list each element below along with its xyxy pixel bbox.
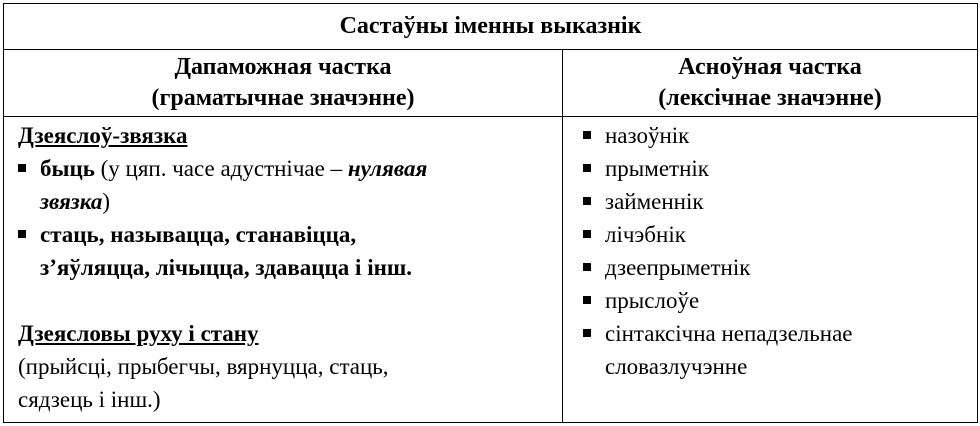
part-of-speech-noun: назоўнік (605, 123, 690, 148)
list-item (583, 251, 967, 284)
list-item (583, 218, 967, 251)
motion-state-verbs-title: Дзеясловы руху і стану (18, 321, 259, 346)
part-of-speech-pronoun: займеннік (605, 189, 704, 214)
parts-of-speech-list (583, 119, 967, 383)
auxiliary-part-cell (4, 117, 563, 423)
main-part-cell (563, 117, 978, 423)
list-item (583, 152, 967, 185)
square-bullet-icon (18, 164, 26, 172)
table-title: Састаўны іменны выказнік (4, 4, 978, 50)
part-of-speech-adjective: прыметнік (605, 156, 709, 181)
square-bullet-icon (583, 329, 591, 337)
auxiliary-part-header (4, 50, 563, 117)
verbs-line1: стаць, называцца, станавіцца, (40, 222, 357, 247)
list-item (583, 317, 967, 383)
auxiliary-part-header-line1: Дапаможная частка (174, 54, 392, 80)
null-copula-term-part1: нулявая (347, 156, 428, 181)
item-note-close: ) (102, 189, 111, 214)
list-item (18, 218, 552, 284)
syntactic-phrase-line1: сінтаксічна непадзельнае (605, 321, 853, 346)
syntactic-phrase-line2: словазлучэнне (605, 354, 748, 379)
motion-state-verbs-examples-line1: (прыйсці, прыбегчы, вярнуцца, стаць, (18, 354, 389, 379)
grammar-table (3, 3, 978, 423)
item-note: (у цяп. часе адустнічае – (94, 156, 348, 181)
main-part-header (563, 50, 978, 117)
main-part-header-line1: Асноўная частка (678, 54, 862, 80)
part-of-speech-participle: дзеепрыметнік (605, 255, 751, 280)
null-copula-term-part2: звязка (40, 189, 103, 214)
list-item (583, 284, 967, 317)
square-bullet-icon (583, 230, 591, 238)
square-bullet-icon (583, 197, 591, 205)
main-part-header-line2: (лексічнае значэнне) (658, 85, 882, 111)
part-of-speech-adverb: прыслоўе (605, 288, 700, 313)
square-bullet-icon (18, 230, 26, 238)
square-bullet-icon (583, 164, 591, 172)
auxiliary-part-header-line2: (граматычнае значэнне) (151, 85, 415, 111)
spacer (18, 284, 552, 317)
verbs-line2: з’яўляцца, лічыцца, здавацца і інш. (40, 255, 413, 280)
part-of-speech-numeral: лічэбнік (605, 222, 686, 247)
linking-verb-title: Дзеяслоў-звязка (18, 123, 188, 148)
square-bullet-icon (583, 263, 591, 271)
list-item (18, 152, 552, 218)
linking-verb-list (18, 152, 552, 284)
square-bullet-icon (583, 131, 591, 139)
list-item (583, 185, 967, 218)
square-bullet-icon (583, 296, 591, 304)
verb-byts: быць (40, 156, 95, 181)
list-item (583, 119, 967, 152)
motion-state-verbs-examples-line2: сядзець і інш.) (18, 387, 161, 412)
